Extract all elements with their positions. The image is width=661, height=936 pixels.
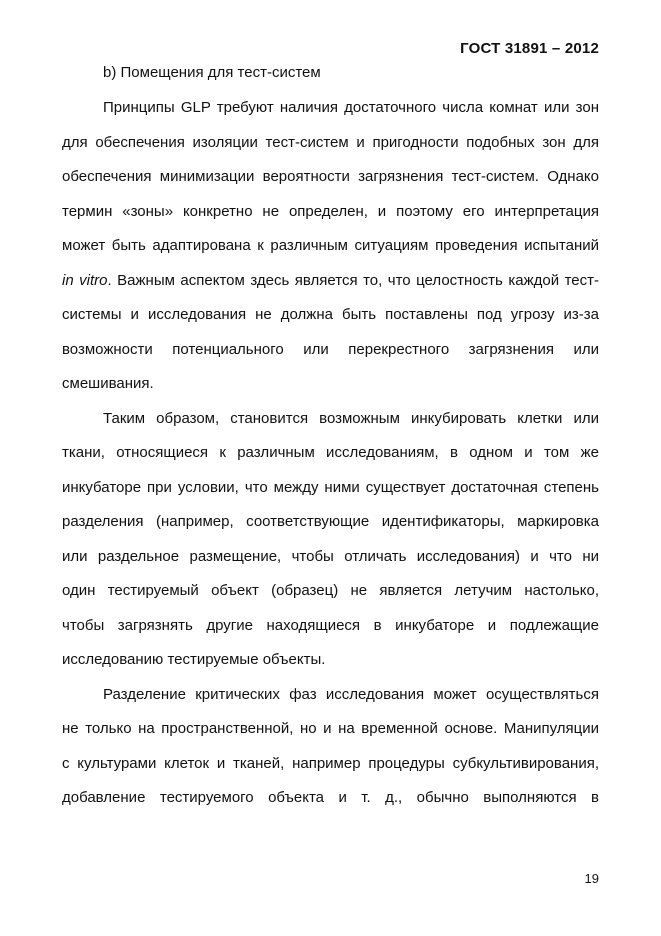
document-body — [62, 91, 599, 816]
page-number: 19 — [584, 871, 599, 886]
body-line: с культурами клеток и тканей, например процедуры субкультивирования, — [62, 754, 599, 772]
body-line: не только на пространственной, но и на временной основе. Манипуляции — [62, 720, 599, 737]
body-line: может быть адаптирована к различным ситуациям проведения испытаний — [62, 237, 599, 254]
body-line: Принципы GLP требуют наличия достаточного числа комнат или зон — [103, 99, 599, 116]
body-line: Разделение критических фаз исследования может осуществляться — [103, 685, 599, 703]
body-line: чтобы загрязнять другие находящиеся в инкубаторе и подлежащие — [62, 616, 599, 634]
body-line: обеспечения минимизации вероятности загрязнения тест-систем. Однако — [62, 168, 599, 185]
body-line: один тестируемый объект (образец) не является летучим настолько, — [62, 582, 599, 599]
body-line: ткани, относящиеся к различным исследованиям, в одном и том же — [62, 444, 599, 461]
body-line-rest: . Важным аспектом здесь является то, что целостность каждой тест- — [107, 271, 599, 289]
body-line: разделения (например, соответствующие идентификаторы, маркировка — [62, 513, 599, 530]
body-line: для обеспечения изоляции тест-систем и пригодности подобных зон для — [62, 133, 599, 151]
body-line-mixed — [62, 264, 599, 299]
body-line: возможности потенциального или перекрестного загрязнения или — [62, 340, 599, 358]
body-line: системы и исследования не должна быть поставлены под угрозу из-за — [62, 306, 599, 323]
body-line: Таким образом, становится возможным инкубировать клетки или — [103, 409, 599, 427]
body-line: или раздельное размещение, чтобы отличать исследования) и что ни — [62, 547, 599, 565]
body-line: добавление тестируемого объекта и т. д., обычно выполняются в — [62, 789, 599, 806]
document-header: ГОСТ 31891 – 2012 — [460, 40, 599, 57]
body-line: термин «зоны» конкретно не определен, и поэтому его интерпретация — [62, 202, 599, 220]
section-subheading: b) Помещения для тест-систем — [103, 64, 321, 81]
body-line: смешивания. — [62, 375, 154, 392]
body-line: инкубаторе при условии, что между ними существует достаточная степень — [62, 478, 599, 496]
body-line: исследованию тестируемые объекты. — [62, 651, 326, 668]
italic-term: in vitro — [62, 271, 108, 289]
